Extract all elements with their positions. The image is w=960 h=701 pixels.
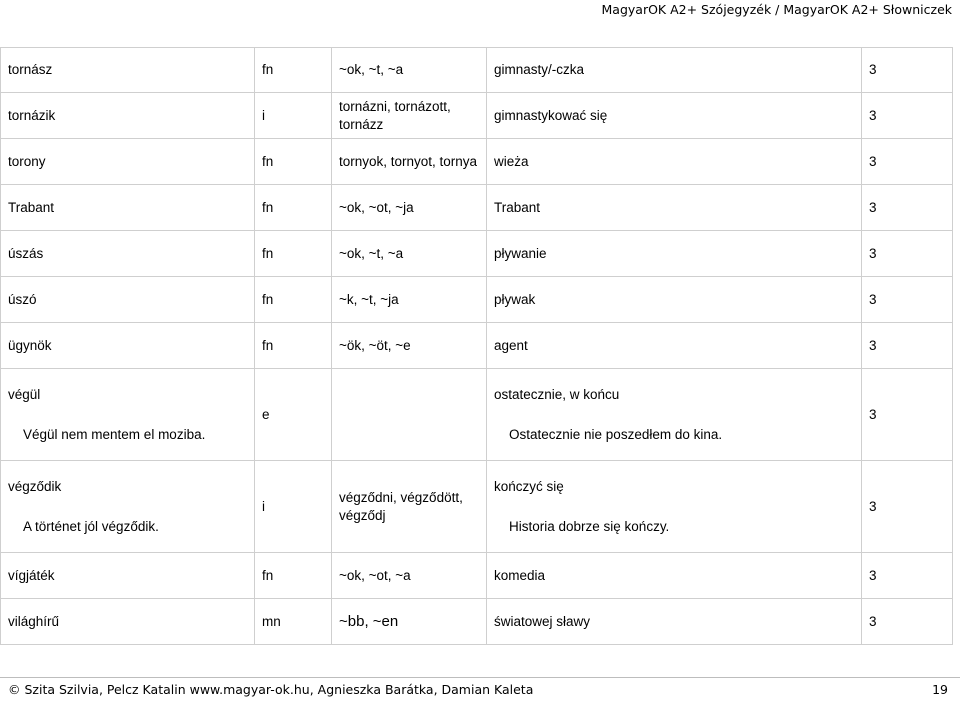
level: 3 [862, 185, 953, 231]
polish-translation: wieża [487, 139, 862, 185]
inflected-forms: ~ok, ~ot, ~ja [332, 185, 487, 231]
vocabulary-table [0, 47, 953, 645]
hungarian-word-cell [1, 461, 255, 553]
page-footer [0, 677, 960, 700]
hungarian-word: tornász [1, 48, 255, 93]
level: 3 [862, 599, 953, 645]
polish-example: Ostatecznie nie poszedłem do kina. [509, 426, 723, 442]
hungarian-word: végül [8, 386, 41, 402]
part-of-speech: fn [255, 323, 332, 369]
part-of-speech: fn [255, 48, 332, 93]
polish-translation: agent [487, 323, 862, 369]
hungarian-word: torony [1, 139, 255, 185]
part-of-speech: i [255, 93, 332, 139]
inflected-forms: ~ok, ~t, ~a [332, 231, 487, 277]
hungarian-word: Trabant [1, 185, 255, 231]
table-row [1, 277, 953, 323]
polish-translation: światowej sławy [487, 599, 862, 645]
polish-translation: pływak [487, 277, 862, 323]
inflected-forms [332, 369, 487, 461]
footer-credits: © Szita Szilvia, Pelcz Katalin www.magyar-ok.hu, Agnieszka Barátka, Damian Kaleta [8, 682, 534, 697]
table-row [1, 185, 953, 231]
table-row [1, 231, 953, 277]
polish-translation: komedia [487, 553, 862, 599]
table-row [1, 323, 953, 369]
hungarian-word: ügynök [1, 323, 255, 369]
inflected-forms: végződni, végződött, végződj [332, 461, 487, 553]
part-of-speech: mn [255, 599, 332, 645]
level: 3 [862, 48, 953, 93]
table-row [1, 599, 953, 645]
level: 3 [862, 553, 953, 599]
polish-translation-cell [487, 461, 862, 553]
level: 3 [862, 93, 953, 139]
hungarian-word-cell [1, 369, 255, 461]
level: 3 [862, 277, 953, 323]
table-row [1, 93, 953, 139]
table-row [1, 553, 953, 599]
part-of-speech: fn [255, 277, 332, 323]
table-row [1, 139, 953, 185]
level: 3 [862, 369, 953, 461]
polish-translation: pływanie [487, 231, 862, 277]
inflected-forms: tornázni, tornázott, tornázz [332, 93, 487, 139]
polish-translation: gimnasty/-czka [487, 48, 862, 93]
inflected-forms: tornyok, tornyot, tornya [332, 139, 487, 185]
hungarian-word: vígjáték [1, 553, 255, 599]
inflected-forms: ~ok, ~ot, ~a [332, 553, 487, 599]
part-of-speech: fn [255, 231, 332, 277]
page-header: MagyarOK A2+ Szójegyzék / MagyarOK A2+ Słowniczek [601, 2, 952, 17]
table-row [1, 369, 953, 461]
part-of-speech: fn [255, 553, 332, 599]
level: 3 [862, 323, 953, 369]
polish-translation-cell [487, 369, 862, 461]
table-row [1, 461, 953, 553]
hungarian-word: tornázik [1, 93, 255, 139]
hungarian-example: Végül nem mentem el moziba. [23, 426, 206, 442]
page-number: 19 [932, 682, 948, 697]
table-row [1, 48, 953, 93]
part-of-speech: fn [255, 139, 332, 185]
inflected-forms: ~k, ~t, ~ja [332, 277, 487, 323]
hungarian-word: úszás [1, 231, 255, 277]
hungarian-example: A történet jól végződik. [23, 518, 159, 534]
level: 3 [862, 231, 953, 277]
polish-translation: ostatecznie, w końcu [494, 386, 620, 402]
part-of-speech: e [255, 369, 332, 461]
level: 3 [862, 139, 953, 185]
hungarian-word: végződik [8, 478, 62, 494]
inflected-forms: ~ök, ~öt, ~e [332, 323, 487, 369]
inflected-forms: ~bb, ~en [332, 599, 487, 645]
hungarian-word: úszó [1, 277, 255, 323]
polish-example: Historia dobrze się kończy. [509, 518, 670, 534]
inflected-forms: ~ok, ~t, ~a [332, 48, 487, 93]
part-of-speech: fn [255, 185, 332, 231]
polish-translation: Trabant [487, 185, 862, 231]
part-of-speech: i [255, 461, 332, 553]
polish-translation: gimnastykować się [487, 93, 862, 139]
hungarian-word: világhírű [1, 599, 255, 645]
level: 3 [862, 461, 953, 553]
polish-translation: kończyć się [494, 478, 564, 494]
